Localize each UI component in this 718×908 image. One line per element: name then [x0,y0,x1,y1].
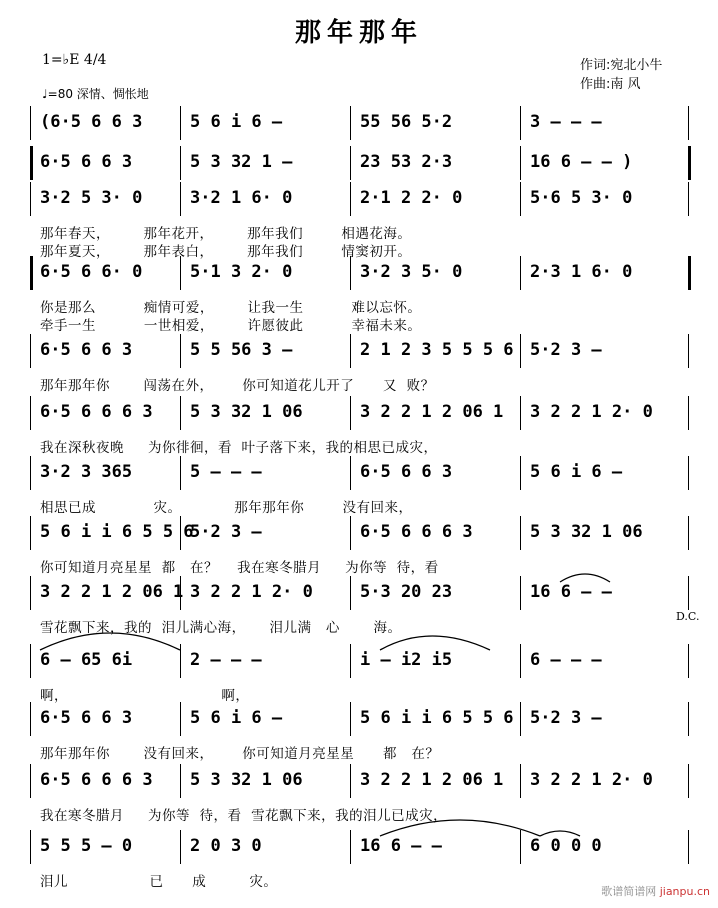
measure: 5 6 i i 6 5 5 6 [360,708,514,728]
measure: i – i2 i5 [360,650,453,670]
measure: 2 1 2 3 5 5 5 6 [360,340,514,360]
lyric-line: 你是那么 痴情可爱， 让我一生 难以忘怀。 [40,300,422,316]
lyric-line: 雪花飘下来，我的 泪儿满心海， 泪儿满 心 海。 [40,620,402,636]
bar-line [30,334,31,368]
score-row [0,188,718,260]
bar-line [180,644,181,678]
bar-line [520,644,521,678]
measure: 3 2 2 1 2· 0 [530,770,653,790]
lyricist: 作词:宛北小牛 [580,58,663,73]
lyric-line: 那年那年你 没有回来， 你可知道月亮星星 都 在？ [40,746,440,762]
measure: 5·6 5 3· 0 [530,188,633,208]
bar-line [30,182,31,216]
bar-line [688,456,689,490]
notes-line [0,462,718,490]
bar-line [180,256,181,290]
notes-line [0,262,718,290]
bar-line [350,576,351,610]
measure: 5 3 32 1 06 [190,402,303,422]
notes-line [0,522,718,550]
measure: 5·2 3 – [530,708,602,728]
bar-line [688,256,691,290]
time-signature: 4/4 [83,52,107,68]
lyric-line: 那年春天， 那年花开， 那年我们 相遇花海。 [40,226,412,242]
lyric-line: 牵手一生 一世相爱， 许愿彼此 幸福未来。 [40,318,422,334]
bar-line [520,456,521,490]
measure: 5·1 3 2· 0 [190,262,293,282]
measure: 5 6 i 6 – [190,112,283,132]
bar-line [180,182,181,216]
notes-line [0,188,718,216]
key-signature [42,52,106,68]
bar-line [180,830,181,864]
measure: 5·3 20 23 [360,582,453,602]
bar-line [30,396,31,430]
bar-line [520,764,521,798]
bar-line [688,644,689,678]
measure: 3·2 5 3· 0 [40,188,143,208]
notes-line [0,836,718,864]
da-capo-mark: D.C. [676,610,700,623]
tempo-marking: ♩=80 深情、惆怅地 [42,87,149,101]
bar-line [350,516,351,550]
bar-line [350,702,351,736]
measure: 3 – – – [530,112,602,132]
bar-line [350,764,351,798]
measure: 2·3 1 6· 0 [530,262,633,282]
measure: 5 6 i 6 – [190,708,283,728]
measure: 6·5 6 6 6 3 [40,770,153,790]
bar-line [688,516,689,550]
bar-line [30,764,31,798]
bar-line [180,146,181,180]
lyric-line: 我在深秋夜晚 为你徘徊，看 叶子落下来，我的相思已成灾， [40,440,438,456]
lyric-line: 泪儿 已 成 灾。 [40,874,278,890]
credits [580,56,662,94]
measure: 3·2 3 5· 0 [360,262,463,282]
measure: 6·5 6 6 3 [40,340,133,360]
bar-line [688,576,689,610]
measure: 6·5 6 6 3 [40,152,133,172]
composer: 作曲:南 风 [580,77,641,92]
bar-line [520,830,521,864]
bar-line [520,334,521,368]
bar-line [350,106,351,140]
measure: 3 2 2 1 2· 0 [190,582,313,602]
bar-line [180,702,181,736]
bar-line [688,182,689,216]
bar-line [350,644,351,678]
bar-line [520,256,521,290]
bar-line [350,830,351,864]
measure: 16 6 – – [530,582,612,602]
measure: 5 6 i i 6 5 5 6 [40,522,194,542]
bar-line [688,702,689,736]
measure: 3·2 1 6· 0 [190,188,293,208]
notes-line [0,152,718,180]
key-label: 1=♭E [42,52,80,68]
measure: 55 56 5·2 [360,112,453,132]
bar-line [180,106,181,140]
measure: 6·5 6 6 6 3 [360,522,473,542]
notes-line [0,402,718,430]
bar-line [180,764,181,798]
bar-line [30,256,33,290]
measure: 16 6 – – ) [530,152,633,172]
measure: 5 5 56 3 – [190,340,293,360]
lyric-line: 我在寒冬腊月 为你等 待，看 雪花飘下来，我的泪儿已成灾， [40,808,448,824]
lyric-line: 那年夏天， 那年表白， 那年我们 情窦初开。 [40,244,412,260]
measure: 6·5 6 6· 0 [40,262,143,282]
measure: 3·2 3 365 [40,462,133,482]
measure: 6·5 6 6 3 [40,708,133,728]
bar-line [520,516,521,550]
lyric-line: 你可知道月亮星星 都 在？ 我在寒冬腊月 为你等 待，看 [40,560,439,576]
measure: 5 3 32 1 – [190,152,293,172]
notes-line [0,112,718,140]
measure: 3 2 2 1 2 06 1 [40,582,184,602]
bar-line [180,396,181,430]
measure: 23 53 2·3 [360,152,453,172]
bar-line [688,830,689,864]
bar-line [30,644,31,678]
bar-line [30,456,31,490]
notes-line [0,582,718,610]
bar-line [350,256,351,290]
measure: (6·5 6 6 3 [40,112,143,132]
bar-line [350,396,351,430]
notes-line [0,708,718,736]
measure: 2·1 2 2· 0 [360,188,463,208]
bar-line [520,182,521,216]
bar-line [180,456,181,490]
bar-line [688,764,689,798]
measure: 2 – – – [190,650,262,670]
bar-line [30,576,31,610]
measure: 5 3 32 1 06 [530,522,643,542]
song-title: 那年那年 [294,18,423,48]
measure: 5 3 32 1 06 [190,770,303,790]
measure: 5·2 3 – [530,340,602,360]
measure: 6 – 65 6i [40,650,133,670]
measure: 16 6 – – [360,836,442,856]
bar-line [520,396,521,430]
lyric-line: 相思已成 灾。 那年那年你 没有回来， [40,500,413,516]
notes-line [0,770,718,798]
bar-line [688,396,689,430]
measure: 5 6 i 6 – [530,462,623,482]
score-row [0,262,718,334]
measure: 2 0 3 0 [190,836,262,856]
measure: 5·2 3 – [190,522,262,542]
bar-line [520,146,521,180]
bar-line [520,576,521,610]
measure: 6·5 6 6 3 [360,462,453,482]
score-row [0,770,718,842]
lyric-line: 那年那年你 闯荡在外， 你可知道花儿开了 又 败？ [40,378,435,394]
score-row [0,582,718,654]
bar-line [180,334,181,368]
bar-line [520,702,521,736]
bar-line [350,146,351,180]
watermark-site: 歌谱简谱网 [601,885,657,898]
bar-line [350,334,351,368]
bar-line [688,106,689,140]
bar-line [30,106,31,140]
measure: 3 2 2 1 2 06 1 [360,402,504,422]
lyric-line: 啊， 啊， [40,688,250,704]
bar-line [30,146,33,180]
notes-line [0,340,718,368]
measure: 6 0 0 0 [530,836,602,856]
watermark [601,883,710,899]
bar-line [688,334,689,368]
notes-line [0,650,718,678]
bar-line [688,146,691,180]
bar-line [350,182,351,216]
measure: 6·5 6 6 6 3 [40,402,153,422]
measure: 5 5 5 – 0 [40,836,133,856]
bar-line [30,830,31,864]
measure: 6 – – – [530,650,602,670]
bar-line [350,456,351,490]
measure: 5 – – – [190,462,262,482]
bar-line [520,106,521,140]
bar-line [30,702,31,736]
bar-line [30,516,31,550]
watermark-domain: jianpu.cn [659,885,710,898]
measure: 3 2 2 1 2 06 1 [360,770,504,790]
measure: 3 2 2 1 2· 0 [530,402,653,422]
